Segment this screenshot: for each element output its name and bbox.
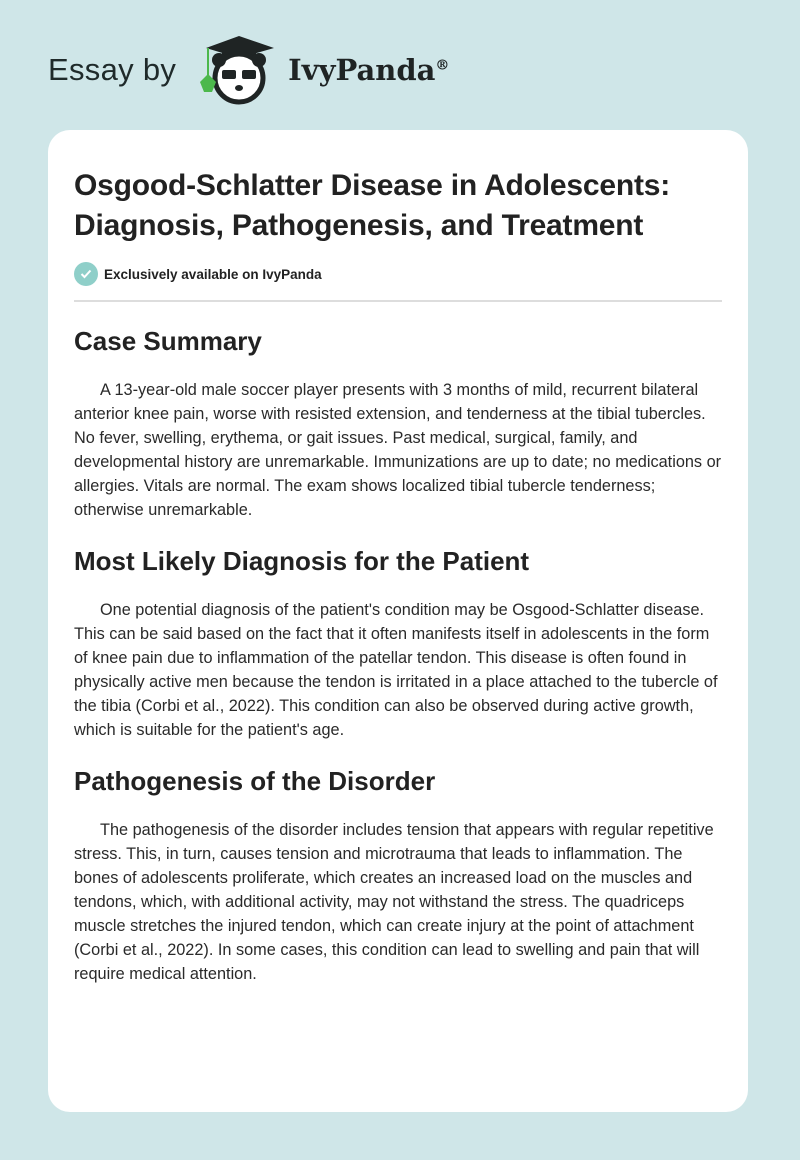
exclusive-badge [74,262,722,286]
section-heading: Pathogenesis of the Disorder [74,766,436,796]
divider [74,300,722,302]
check-icon [74,262,98,286]
brand-name: IvyPanda® [288,53,450,87]
badge-label: Exclusively available on IvyPanda [104,266,322,282]
section-heading: Most Likely Diagnosis for the Patient [74,546,530,576]
section-paragraph: The pathogenesis of the disorder includes tension that appears with regular repetitive stress. This, in turn, causes tension and microtrauma that leads to inflammation. The bones of adolescents proliferate, which creates an increased load on the muscles and tendons, which, with additional activity, may not withstand the stress. The quadriceps muscle stretches the injured tendon, which can create injury at the point of attachment (Corbi et al., 2022). In some cases, this condition can lead to swelling and pain that will require medical attention. [74,821,714,983]
site-header [48,34,449,106]
essay-by-label: Essay by [48,52,177,87]
section-paragraph: A 13-year-old male soccer player presents with 3 months of mild, recurrent bilateral anterior knee pain, worse with resisted extension, and tenderness at the tibial tubercles. No fever, swelling, erythema, or gait issues. Past medical, surgical, family, and developmental history are unremarkable. Immunizations are up to date; no medications or allergies. Vitals are normal. The exam shows localized tibial tubercle tenderness; otherwise unremarkable. [74,381,722,519]
essay-title: Osgood-Schlatter Disease in Adolescents: Diagnosis, Pathogenesis, and Treatment [74,169,671,242]
ivypanda-logo-icon[interactable] [194,34,284,106]
essay-card [48,130,748,1112]
section-paragraph: One potential diagnosis of the patient's condition may be Osgood-Schlatter disease. This can be said based on the fact that it often manifests itself in adolescents in the form of knee pain due to inflammation of the patellar tendon. This disease is often found in physically active men because the tendon is irritated in a place attached to the tubercle of the tibia (Corbi et al., 2022). This condition can also be observed during active growth, which is suitable for the patient's age. [74,601,718,739]
section-heading: Case Summary [74,326,262,356]
